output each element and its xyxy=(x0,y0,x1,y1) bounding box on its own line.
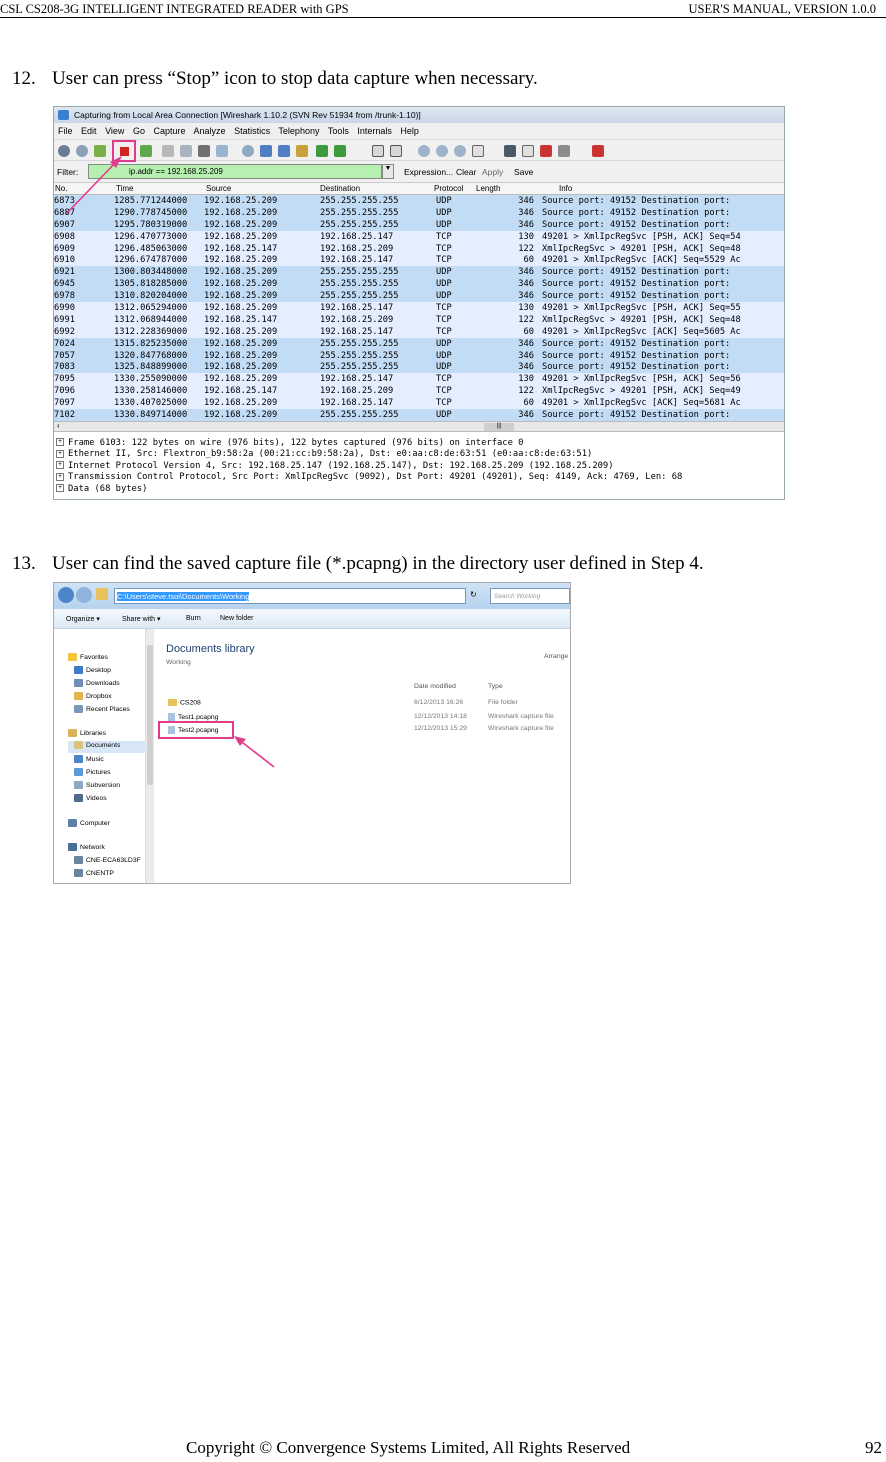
expand-icon[interactable]: + xyxy=(56,484,64,492)
col-time[interactable]: Time xyxy=(116,184,134,193)
packet-row[interactable] xyxy=(54,409,785,421)
packet-no: 6907 xyxy=(54,219,114,231)
coloring-rules-icon[interactable] xyxy=(540,145,552,157)
burn-button[interactable]: Burn xyxy=(186,615,201,622)
col-date-modified[interactable]: Date modified xyxy=(414,683,456,690)
packet-no: 7095 xyxy=(54,373,114,385)
col-info[interactable]: Info xyxy=(559,184,573,193)
packet-destination: 255.255.255.255 xyxy=(320,409,436,421)
packet-no: 6991 xyxy=(54,314,114,326)
packet-time: 1312.068944000 xyxy=(114,314,204,326)
packet-time: 1330.407025000 xyxy=(114,397,204,409)
packet-time: 1310.820204000 xyxy=(114,290,204,302)
packet-source: 192.168.25.209 xyxy=(204,266,320,278)
nav-network[interactable]: Network xyxy=(68,843,105,851)
refresh-icon[interactable]: ↻ xyxy=(470,590,477,599)
videos-icon xyxy=(74,794,83,802)
colorize-icon[interactable] xyxy=(372,145,384,157)
help-icon[interactable] xyxy=(592,145,604,157)
file-date: 12/12/2013 14:18 xyxy=(414,713,467,720)
file-icon xyxy=(168,726,175,734)
packet-list xyxy=(54,195,785,421)
packet-source: 192.168.25.209 xyxy=(204,254,320,266)
packet-length: 130 xyxy=(492,231,534,243)
col-protocol[interactable]: Protocol xyxy=(434,184,464,193)
packet-length: 122 xyxy=(492,243,534,255)
scrollbar-grip[interactable]: ||| xyxy=(484,423,514,431)
packet-info: Source port: 49152 Destination port: xyxy=(534,350,785,362)
wireshark-title: Capturing from Local Area Connection [Wireshark 1.10.2 (SVN Rev 51934 from /trunk-1.10)] xyxy=(74,110,421,120)
packet-no: 7024 xyxy=(54,338,114,350)
packet-destination: 192.168.25.209 xyxy=(320,314,436,326)
packet-row[interactable] xyxy=(54,385,785,397)
packet-length: 60 xyxy=(492,326,534,338)
packet-info: 49201 > XmlIpcRegSvc [ACK] Seq=5529 Ac xyxy=(534,254,785,266)
packet-length: 346 xyxy=(492,207,534,219)
nav-computer[interactable]: Computer xyxy=(68,819,110,827)
wireshark-toolbar xyxy=(54,139,784,161)
packet-destination: 255.255.255.255 xyxy=(320,278,436,290)
packet-time: 1296.470773000 xyxy=(114,231,204,243)
menu-help[interactable]: Help xyxy=(400,126,419,136)
resize-columns-icon[interactable] xyxy=(472,145,484,157)
menu-capture[interactable]: Capture xyxy=(153,126,186,136)
packet-protocol: UDP xyxy=(436,207,492,219)
packet-source: 192.168.25.147 xyxy=(204,385,320,397)
computer-icon xyxy=(68,819,77,827)
menu-tools[interactable]: Tools xyxy=(327,126,349,136)
display-filters-icon[interactable] xyxy=(522,145,534,157)
filter-input[interactable]: ip.addr == 192.168.25.209 xyxy=(88,164,382,179)
packet-info: 49201 > XmlIpcRegSvc [ACK] Seq=5605 Ac xyxy=(534,326,785,338)
forward-icon[interactable] xyxy=(278,145,290,157)
packet-protocol: TCP xyxy=(436,326,492,338)
step-text: User can find the saved capture file (*.pcapng) in the directory user defined in Step 4. xyxy=(52,553,704,574)
explorer-address-bar xyxy=(54,583,570,609)
packet-time: 1300.803448000 xyxy=(114,266,204,278)
nav-desktop[interactable]: Desktop xyxy=(74,666,111,674)
packet-destination: 192.168.25.147 xyxy=(320,326,436,338)
header-right: USER'S MANUAL, VERSION 1.0.0 xyxy=(688,2,876,16)
step-12 xyxy=(12,68,538,90)
packet-row[interactable] xyxy=(54,231,785,243)
packet-destination: 192.168.25.209 xyxy=(320,385,436,397)
packet-length: 346 xyxy=(492,338,534,350)
packet-time: 1312.228369000 xyxy=(114,326,204,338)
packet-row[interactable] xyxy=(54,290,785,302)
capture-filters-icon[interactable] xyxy=(504,145,516,157)
packet-info: 49201 > XmlIpcRegSvc [PSH, ACK] Seq=55 xyxy=(534,302,785,314)
file-type: Wireshark capture file xyxy=(488,713,554,720)
address-input[interactable]: C:\Users\steve.tsoi\Documents\Working xyxy=(114,588,466,604)
packet-source: 192.168.25.209 xyxy=(204,195,320,207)
packet-no: 6921 xyxy=(54,266,114,278)
packet-row[interactable] xyxy=(54,302,785,314)
packet-source: 192.168.25.209 xyxy=(204,338,320,350)
nav-documents[interactable]: Documents xyxy=(68,741,146,753)
restart-capture-icon[interactable] xyxy=(140,145,152,157)
packet-source: 192.168.25.209 xyxy=(204,350,320,362)
packet-protocol: TCP xyxy=(436,314,492,326)
packet-no: 7057 xyxy=(54,350,114,362)
detail-row[interactable]: + Frame 6103: 122 bytes on wire (976 bits), 122 bytes captured (976 bits) on interface 0 xyxy=(56,438,784,450)
col-length[interactable]: Length xyxy=(476,184,501,193)
packet-destination: 192.168.25.147 xyxy=(320,231,436,243)
packet-no: 6908 xyxy=(54,231,114,243)
network-icon xyxy=(68,843,77,851)
nav-network-host[interactable]: CNE-ECA63LD3F xyxy=(74,856,141,864)
packet-time: 1296.485063000 xyxy=(114,243,204,255)
col-destination[interactable]: Destination xyxy=(320,184,361,193)
scroll-left-icon[interactable]: ‹ xyxy=(57,420,60,430)
detail-row[interactable]: + Ethernet II, Src: Flextron_b9:58:2a (00:21:cc:b9:58:2a), Dst: e0:aa:c8:de:63:51 (e0:aa:c8:de:63:51) xyxy=(56,449,784,461)
footer-copyright: Copyright © Convergence Systems Limited, All Rights Reserved xyxy=(186,1438,631,1457)
file-list-pane xyxy=(162,629,571,884)
clear-button[interactable]: Clear xyxy=(456,167,477,177)
packet-no: 6990 xyxy=(54,302,114,314)
packet-time: 1330.258146000 xyxy=(114,385,204,397)
packet-length: 346 xyxy=(492,361,534,373)
col-source[interactable]: Source xyxy=(206,184,232,193)
menu-internals[interactable]: Internals xyxy=(357,126,392,136)
packet-time: 1295.780319000 xyxy=(114,219,204,231)
packet-protocol: TCP xyxy=(436,385,492,397)
packet-length: 130 xyxy=(492,302,534,314)
packet-protocol: TCP xyxy=(436,397,492,409)
save-filter-button[interactable]: Save xyxy=(514,167,534,177)
back-icon[interactable] xyxy=(58,587,74,603)
packet-time: 1285.771244000 xyxy=(114,195,204,207)
packet-row[interactable] xyxy=(54,397,785,409)
filter-bar xyxy=(54,161,784,183)
packet-protocol: TCP xyxy=(436,302,492,314)
packet-destination: 255.255.255.255 xyxy=(320,350,436,362)
packet-info: 49201 > XmlIpcRegSvc [PSH, ACK] Seq=54 xyxy=(534,231,785,243)
packet-info: XmlIpcRegSvc > 49201 [PSH, ACK] Seq=48 xyxy=(534,243,785,255)
detail-row[interactable]: + Data (68 bytes) xyxy=(56,484,784,496)
nav-dropbox[interactable]: Dropbox xyxy=(74,692,112,700)
packet-source: 192.168.25.209 xyxy=(204,207,320,219)
folder-icon xyxy=(96,588,108,600)
packet-info: XmlIpcRegSvc > 49201 [PSH, ACK] Seq=48 xyxy=(534,314,785,326)
recent-places-icon xyxy=(74,705,83,713)
packet-length: 346 xyxy=(492,350,534,362)
nav-favorites[interactable]: Favorites xyxy=(68,653,108,661)
nav-downloads[interactable]: Downloads xyxy=(74,679,120,687)
packet-source: 192.168.25.209 xyxy=(204,290,320,302)
packet-destination: 192.168.25.147 xyxy=(320,373,436,385)
reload-icon[interactable] xyxy=(216,145,228,157)
arrange-by[interactable]: Arrange xyxy=(544,653,569,660)
packet-source: 192.168.25.209 xyxy=(204,326,320,338)
packet-destination: 255.255.255.255 xyxy=(320,290,436,302)
packet-protocol: TCP xyxy=(436,373,492,385)
packet-row[interactable] xyxy=(54,207,785,219)
header-left: CSL CS208-3G INTELLIGENT INTEGRATED READER with GPS xyxy=(0,2,349,16)
nav-subversion[interactable]: Subversion xyxy=(74,781,120,789)
music-icon xyxy=(74,755,83,763)
detail-row[interactable]: + Transmission Control Protocol, Src Port: XmlIpcRegSvc (9092), Dst Port: 49201 (49201), Seq: 4149, Ack: 4769, Len: 68 xyxy=(56,472,784,484)
packet-destination: 255.255.255.255 xyxy=(320,219,436,231)
nav-recent-places[interactable]: Recent Places xyxy=(74,705,130,713)
packet-length: 122 xyxy=(492,314,534,326)
pointer-arrow-icon xyxy=(230,733,280,773)
expand-icon[interactable]: + xyxy=(56,473,64,481)
packet-time: 1320.847768000 xyxy=(114,350,204,362)
goto-packet-icon[interactable] xyxy=(296,145,308,157)
library-title: Documents library xyxy=(166,643,255,655)
wireshark-title-bar xyxy=(54,107,784,123)
apply-button[interactable]: Apply xyxy=(482,167,504,177)
expand-icon[interactable]: + xyxy=(56,450,64,458)
navigation-scrollbar[interactable] xyxy=(146,629,154,884)
nav-pictures[interactable]: Pictures xyxy=(74,768,111,776)
packet-info: Source port: 49152 Destination port: xyxy=(534,207,785,219)
packet-no: 6873 xyxy=(54,195,114,207)
packet-row[interactable] xyxy=(54,266,785,278)
packet-length: 60 xyxy=(492,254,534,266)
packet-destination: 255.255.255.255 xyxy=(320,338,436,350)
page-number: 92 xyxy=(865,1438,882,1457)
packet-source: 192.168.25.209 xyxy=(204,302,320,314)
col-type[interactable]: Type xyxy=(488,683,503,690)
packet-row[interactable] xyxy=(54,243,785,255)
desktop-icon xyxy=(74,666,83,674)
packet-source: 192.168.25.147 xyxy=(204,243,320,255)
step-number: 12. xyxy=(12,68,36,89)
packet-protocol: UDP xyxy=(436,409,492,421)
file-date: 12/12/2013 15:29 xyxy=(414,725,467,732)
packet-info: 49201 > XmlIpcRegSvc [ACK] Seq=5681 Ac xyxy=(534,397,785,409)
packet-source: 192.168.25.209 xyxy=(204,219,320,231)
open-file-icon[interactable] xyxy=(162,145,174,157)
packet-time: 1330.255090000 xyxy=(114,373,204,385)
packet-info: Source port: 49152 Destination port: xyxy=(534,409,785,421)
packet-protocol: UDP xyxy=(436,219,492,231)
packet-length: 130 xyxy=(492,373,534,385)
autoscroll-icon[interactable] xyxy=(390,145,402,157)
packet-source: 192.168.25.209 xyxy=(204,361,320,373)
packet-time: 1325.848899000 xyxy=(114,361,204,373)
packet-details xyxy=(54,432,784,500)
packet-info: 49201 > XmlIpcRegSvc [PSH, ACK] Seq=56 xyxy=(534,373,785,385)
packet-time: 1315.825235000 xyxy=(114,338,204,350)
packet-length: 346 xyxy=(492,278,534,290)
zoom-in-icon[interactable] xyxy=(418,145,430,157)
packet-protocol: UDP xyxy=(436,195,492,207)
packet-destination: 255.255.255.255 xyxy=(320,195,436,207)
nav-network-host[interactable]: CNENTP xyxy=(74,869,114,877)
zoom-out-icon[interactable] xyxy=(436,145,448,157)
packet-length: 346 xyxy=(492,195,534,207)
packet-row[interactable] xyxy=(54,195,785,207)
packet-time: 1312.065294000 xyxy=(114,302,204,314)
menu-analyze[interactable]: Analyze xyxy=(193,126,226,136)
packet-protocol: UDP xyxy=(436,278,492,290)
packet-info: XmlIpcRegSvc > 49201 [PSH, ACK] Seq=49 xyxy=(534,385,785,397)
packet-protocol: UDP xyxy=(436,361,492,373)
packet-length: 60 xyxy=(492,397,534,409)
packet-row[interactable] xyxy=(54,326,785,338)
packet-destination: 192.168.25.147 xyxy=(320,254,436,266)
packet-length: 122 xyxy=(492,385,534,397)
expression-button[interactable]: Expression... xyxy=(404,167,454,177)
packet-destination: 192.168.25.209 xyxy=(320,243,436,255)
step-text: User can press “Stop” icon to stop data capture when necessary. xyxy=(52,68,538,89)
packet-protocol: UDP xyxy=(436,338,492,350)
packet-no: 7097 xyxy=(54,397,114,409)
page-header xyxy=(0,0,886,18)
packet-row[interactable] xyxy=(54,373,785,385)
packet-row[interactable] xyxy=(54,254,785,266)
new-folder-button[interactable]: New folder xyxy=(220,615,254,622)
packet-info: Source port: 49152 Destination port: xyxy=(534,361,785,373)
libraries-icon xyxy=(68,729,77,737)
packet-protocol: TCP xyxy=(436,231,492,243)
pointer-arrow-icon xyxy=(60,150,130,220)
packet-info: Source port: 49152 Destination port: xyxy=(534,290,785,302)
menu-view[interactable]: View xyxy=(105,126,125,136)
packet-no: 7083 xyxy=(54,361,114,373)
packet-row[interactable] xyxy=(54,350,785,362)
nav-videos[interactable]: Videos xyxy=(74,794,107,802)
first-packet-icon[interactable] xyxy=(316,145,328,157)
menu-file[interactable]: File xyxy=(58,126,73,136)
packet-source: 192.168.25.209 xyxy=(204,397,320,409)
menu-go[interactable]: Go xyxy=(132,126,145,136)
explorer-command-bar xyxy=(54,609,570,629)
find-icon[interactable] xyxy=(242,145,254,157)
last-packet-icon[interactable] xyxy=(334,145,346,157)
explorer-window xyxy=(53,582,571,884)
star-icon xyxy=(68,653,77,661)
save-file-icon[interactable] xyxy=(180,145,192,157)
menu-edit[interactable]: Edit xyxy=(81,126,97,136)
packet-destination: 192.168.25.147 xyxy=(320,302,436,314)
packet-source: 192.168.25.209 xyxy=(204,278,320,290)
file-row[interactable]: Test1.pcapng xyxy=(168,713,218,721)
file-type: Wireshark capture file xyxy=(488,725,554,732)
filter-label: Filter: xyxy=(57,167,79,177)
packet-info: Source port: 49152 Destination port: xyxy=(534,278,785,290)
packet-no: 7102 xyxy=(54,409,114,421)
packet-row[interactable] xyxy=(54,278,785,290)
packet-info: Source port: 49152 Destination port: xyxy=(534,195,785,207)
documents-icon xyxy=(74,741,83,749)
packet-list-scrollbar[interactable] xyxy=(54,421,784,432)
forward-icon[interactable] xyxy=(76,587,92,603)
packet-length: 346 xyxy=(492,266,534,278)
packet-length: 346 xyxy=(492,219,534,231)
search-input[interactable]: Search Working xyxy=(490,588,570,604)
packet-time: 1296.674787000 xyxy=(114,254,204,266)
packet-time: 1330.849714000 xyxy=(114,409,204,421)
file-row-highlighted[interactable]: Test2.pcapng xyxy=(158,721,234,739)
file-row[interactable]: CS208 xyxy=(168,699,201,706)
packet-protocol: TCP xyxy=(436,243,492,255)
packet-row[interactable] xyxy=(54,338,785,350)
packet-no: 6945 xyxy=(54,278,114,290)
wireshark-window xyxy=(53,106,785,500)
expand-icon[interactable]: + xyxy=(56,461,64,469)
wireshark-fin-icon xyxy=(58,110,69,120)
packet-list-header xyxy=(54,183,784,195)
menu-telephony[interactable]: Telephony xyxy=(278,126,320,136)
packet-source: 192.168.25.209 xyxy=(204,231,320,243)
packet-no: 6887 xyxy=(54,207,114,219)
packet-destination: 255.255.255.255 xyxy=(320,361,436,373)
packet-info: Source port: 49152 Destination port: xyxy=(534,266,785,278)
file-icon xyxy=(168,713,175,721)
col-no[interactable]: No. xyxy=(55,184,68,193)
packet-no: 6992 xyxy=(54,326,114,338)
nav-libraries[interactable]: Libraries xyxy=(68,729,106,737)
step-13 xyxy=(12,553,704,575)
packet-info: Source port: 49152 Destination port: xyxy=(534,219,785,231)
packet-destination: 255.255.255.255 xyxy=(320,207,436,219)
wireshark-menu-bar xyxy=(54,123,784,139)
packet-row[interactable] xyxy=(54,314,785,326)
scrollbar-grip[interactable] xyxy=(147,645,153,785)
packet-no: 6910 xyxy=(54,254,114,266)
packet-no: 7096 xyxy=(54,385,114,397)
close-file-icon[interactable] xyxy=(198,145,210,157)
normal-size-icon[interactable] xyxy=(454,145,466,157)
packet-destination: 192.168.25.147 xyxy=(320,397,436,409)
nav-music[interactable]: Music xyxy=(74,755,104,763)
packet-destination: 255.255.255.255 xyxy=(320,266,436,278)
navigation-pane xyxy=(54,629,146,884)
computer-icon xyxy=(74,856,83,864)
file-date: 6/12/2013 16:26 xyxy=(414,699,464,706)
packet-protocol: UDP xyxy=(436,290,492,302)
packet-length: 346 xyxy=(492,409,534,421)
file-type: File folder xyxy=(488,699,518,706)
packet-source: 192.168.25.209 xyxy=(204,373,320,385)
computer-icon xyxy=(74,869,83,877)
packet-time: 1290.778745000 xyxy=(114,207,204,219)
share-with-button[interactable]: Share with ▾ xyxy=(122,616,161,623)
pictures-icon xyxy=(74,768,83,776)
subversion-icon xyxy=(74,781,83,789)
packet-row[interactable] xyxy=(54,219,785,231)
packet-row[interactable] xyxy=(54,361,785,373)
packet-protocol: TCP xyxy=(436,254,492,266)
dropbox-icon xyxy=(74,692,83,700)
organize-button[interactable]: Organize ▾ xyxy=(66,616,100,623)
detail-row[interactable]: + Internet Protocol Version 4, Src: 192.168.25.147 (192.168.25.147), Dst: 192.168.25.209 (192.168.25.209) xyxy=(56,461,784,473)
library-subtitle: Working xyxy=(166,659,191,666)
menu-statistics[interactable]: Statistics xyxy=(234,126,271,136)
expand-icon[interactable]: + xyxy=(56,438,64,446)
packet-time: 1305.818285000 xyxy=(114,278,204,290)
packet-no: 6978 xyxy=(54,290,114,302)
filter-dropdown[interactable]: ▼ xyxy=(382,164,394,179)
packet-source: 192.168.25.209 xyxy=(204,409,320,421)
back-icon[interactable] xyxy=(260,145,272,157)
packet-no: 6909 xyxy=(54,243,114,255)
downloads-icon xyxy=(74,679,83,687)
packet-info: Source port: 49152 Destination port: xyxy=(534,338,785,350)
packet-source: 192.168.25.147 xyxy=(204,314,320,326)
packet-protocol: UDP xyxy=(436,266,492,278)
packet-length: 346 xyxy=(492,290,534,302)
folder-icon xyxy=(168,699,177,706)
step-number: 13. xyxy=(12,553,36,574)
packet-protocol: UDP xyxy=(436,350,492,362)
preferences-icon[interactable] xyxy=(558,145,570,157)
